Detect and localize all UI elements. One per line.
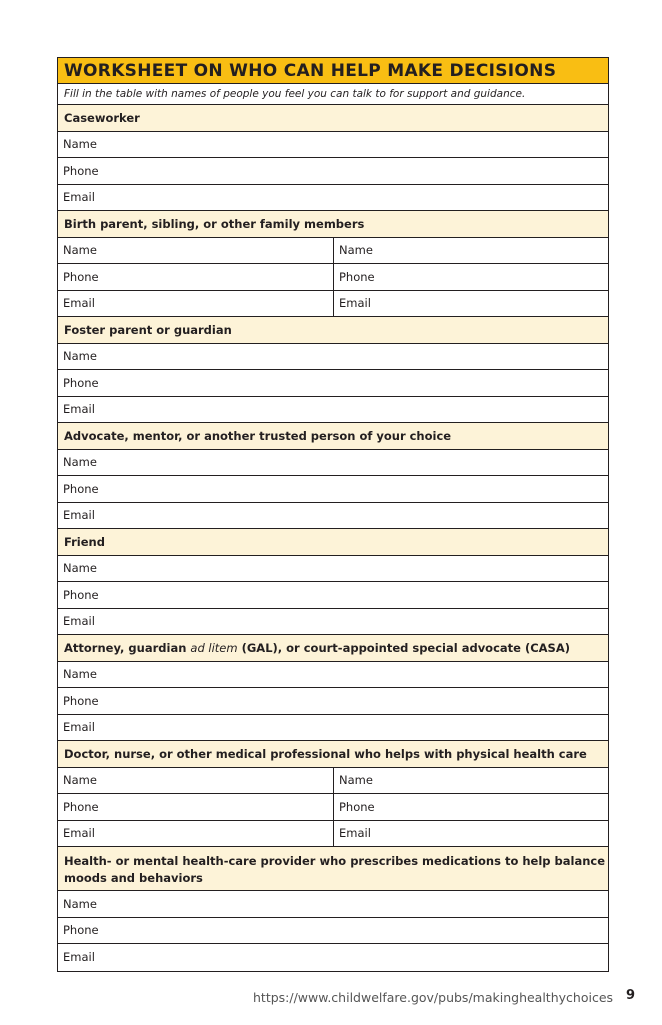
field-label: Email: [63, 950, 95, 965]
foster-email-row[interactable]: [58, 397, 608, 424]
attorney-phone-row[interactable]: [58, 688, 608, 715]
provider-name-row[interactable]: [58, 891, 608, 918]
field-label: Email: [63, 508, 95, 523]
field-label: Email: [63, 614, 95, 629]
attorney-email-row[interactable]: [58, 715, 608, 742]
family-name-row[interactable]: [58, 238, 608, 265]
section-heading-caseworker: Caseworker: [58, 105, 608, 132]
section-heading-family: Birth parent, sibling, or other family members: [58, 211, 608, 238]
section-heading-mental-health-provider: Health- or mental health-care provider who prescribes medications to help balance moods and behaviors: [58, 847, 608, 891]
provider-phone-row[interactable]: [58, 918, 608, 945]
section-heading-doctor: Doctor, nurse, or other medical professional who helps with physical health care: [58, 741, 608, 768]
friend-name-row[interactable]: [58, 556, 608, 583]
doctor-phone-row[interactable]: [58, 794, 608, 821]
field-label: Phone: [63, 923, 99, 938]
section-heading-foster-parent: Foster parent or guardian: [58, 317, 608, 344]
field-label: Email: [63, 402, 95, 417]
friend-email-row[interactable]: [58, 609, 608, 636]
provider-email-row[interactable]: [58, 944, 608, 971]
field-label: Email: [339, 826, 371, 841]
doctor-name-row[interactable]: [58, 768, 608, 795]
field-label: Name: [339, 773, 373, 788]
worksheet-title: WORKSHEET ON WHO CAN HELP MAKE DECISIONS: [58, 58, 608, 84]
section-heading-attorney: [58, 635, 608, 662]
field-label: Phone: [63, 587, 99, 602]
foster-phone-row[interactable]: [58, 370, 608, 397]
family-phone-row[interactable]: [58, 264, 608, 291]
field-label: Name: [63, 455, 97, 470]
field-label: Name: [63, 896, 97, 911]
field-label: Phone: [58, 794, 334, 820]
field-label: Phone: [58, 264, 334, 290]
footer-url[interactable]: https://www.childwelfare.gov/pubs/makinghealthychoices: [253, 990, 614, 1005]
field-label: Email: [58, 821, 334, 847]
field-label: Phone: [339, 269, 375, 284]
doctor-email-row[interactable]: [58, 821, 608, 848]
worksheet-instructions: Fill in the table with names of people you feel you can talk to for support and guidance.: [58, 84, 608, 105]
heading-text: (GAL), or court-appointed special advocate (CASA): [237, 640, 570, 655]
heading-text: Attorney, guardian: [64, 640, 191, 655]
field-label: Email: [63, 720, 95, 735]
foster-name-row[interactable]: [58, 344, 608, 371]
caseworker-email-row[interactable]: [58, 185, 608, 212]
advocate-phone-row[interactable]: [58, 476, 608, 503]
field-label: Name: [63, 349, 97, 364]
heading-italic-text: ad litem: [190, 640, 238, 655]
field-label: Phone: [63, 481, 99, 496]
field-label: Name: [63, 561, 97, 576]
field-label: Phone: [63, 693, 99, 708]
section-heading-friend: Friend: [58, 529, 608, 556]
decision-worksheet-table: [57, 57, 609, 972]
field-label: Name: [63, 137, 97, 152]
field-label: Name: [58, 768, 334, 794]
section-heading-advocate: Advocate, mentor, or another trusted person of your choice: [58, 423, 608, 450]
advocate-name-row[interactable]: [58, 450, 608, 477]
page-number: 9: [626, 988, 636, 1003]
field-label: Phone: [339, 799, 375, 814]
attorney-name-row[interactable]: [58, 662, 608, 689]
field-label: Email: [58, 291, 334, 317]
field-label: Phone: [63, 375, 99, 390]
advocate-email-row[interactable]: [58, 503, 608, 530]
family-email-row[interactable]: [58, 291, 608, 318]
friend-phone-row[interactable]: [58, 582, 608, 609]
field-label: Name: [63, 667, 97, 682]
caseworker-phone-row[interactable]: [58, 158, 608, 185]
field-label: Name: [58, 238, 334, 264]
caseworker-name-row[interactable]: [58, 132, 608, 159]
field-label: Name: [339, 243, 373, 258]
field-label: Email: [339, 296, 371, 311]
field-label: Email: [63, 190, 95, 205]
field-label: Phone: [63, 163, 99, 178]
